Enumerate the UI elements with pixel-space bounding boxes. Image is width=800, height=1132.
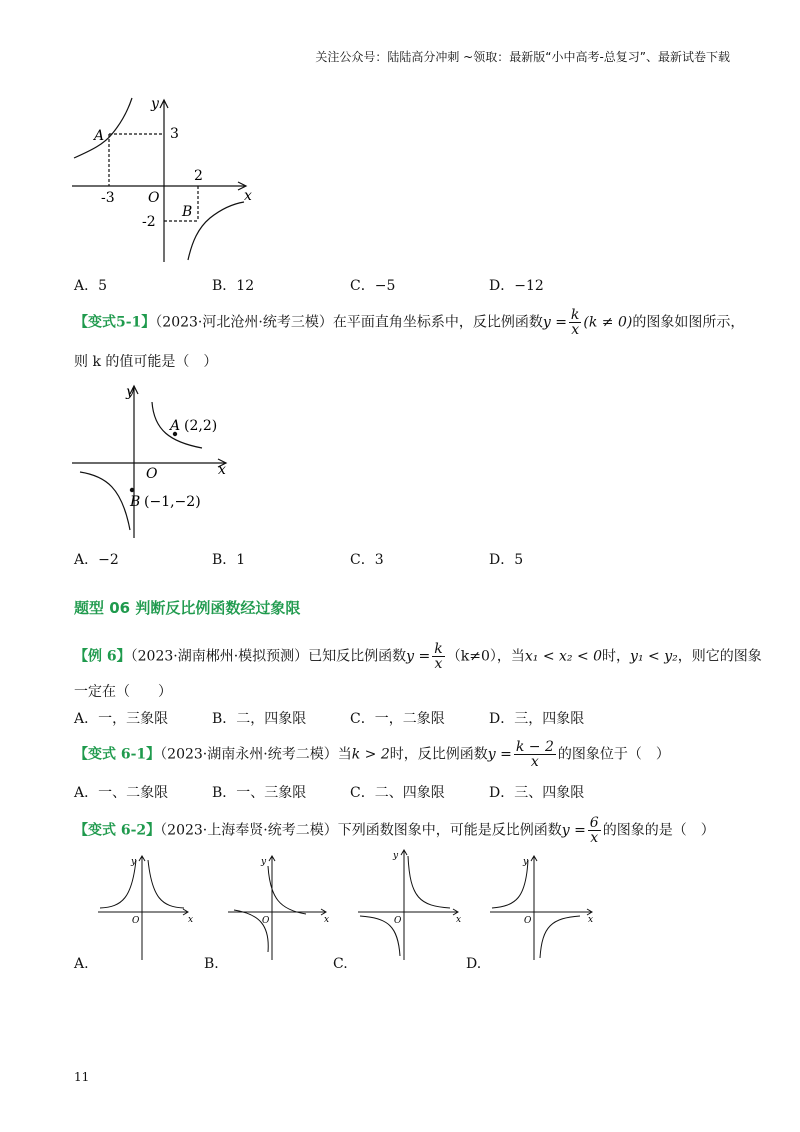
v61-option-a: A．一、二象限 [74, 785, 169, 801]
v62-question: 【变式 6-2】（2023·上海奉贤·统考二模）下列函数图象中，可能是反比例函数y = $\frac{6}{x}$ 的图象的是（ ） [74, 815, 715, 846]
svg-text:O: O [394, 916, 402, 926]
graph-label-c: C. [333, 956, 348, 972]
v51-option-d: D．5 [489, 552, 524, 568]
ex6-option-b: B．二，四象限 [212, 711, 307, 727]
option-graph-a [96, 852, 196, 962]
g2-point-b: B [130, 494, 141, 510]
v51-option-b: B．1 [212, 552, 246, 568]
svg-text:y: y [393, 851, 399, 861]
svg-text:x: x [188, 915, 194, 925]
graph-label-d: D. [466, 956, 482, 972]
v51-option-c: C．3 [350, 552, 384, 568]
g1-label-2: 2 [194, 168, 203, 184]
q5-option-a: A．5 [74, 278, 108, 294]
svg-text:x: x [324, 915, 330, 925]
ex6-question-line2: 一定在（ ） [74, 684, 172, 700]
q5-option-b: B．12 [212, 278, 255, 294]
v61-tag: 【变式 6-1】 [74, 746, 161, 763]
page-header: 关注公众号：陆陆高分冲刺 ~领取：最新版“小中高考-总复习”、最新试卷下载 [315, 50, 730, 64]
v51-question-line2: 则 k 的值可能是（ ） [74, 354, 218, 370]
q5-option-d: D．−12 [489, 278, 544, 294]
ex6-option-c: C．一，二象限 [350, 711, 445, 727]
g1-label-3: 3 [170, 126, 179, 142]
v61-option-b: B．一、三象限 [212, 785, 307, 801]
v51-question: 【变式5-1】（2023·河北沧州·统考三模）在平面直角坐标系中，反比例函数y = $\frac{k}{x}$ (k ≠ 0)的图象如图所示， [74, 307, 745, 338]
g2-origin: O [146, 466, 158, 482]
option-graph-d [488, 852, 598, 962]
g2-point-a: A [170, 418, 181, 434]
svg-text:x: x [588, 915, 594, 925]
graph-2 [66, 380, 246, 540]
svg-text:y: y [261, 857, 267, 867]
q5-option-c: C．−5 [350, 278, 396, 294]
g2-y-label: y [126, 384, 134, 400]
svg-text:O: O [132, 916, 140, 926]
svg-text:y: y [131, 857, 137, 867]
page-number: 11 [74, 1070, 90, 1084]
v51-tag: 【变式5-1】 [74, 314, 156, 331]
option-graph-b [226, 852, 336, 962]
g1-x-label: x [244, 188, 252, 204]
graph-label-a: A. [74, 956, 89, 972]
v61-question: 【变式 6-1】（2023·湖南永州·统考二模）当k > 2时，反比例函数y = $\frac{k - 2}{x}$ 的图象位于（ ） [74, 739, 670, 770]
svg-text:O: O [524, 916, 532, 926]
svg-text:x: x [456, 915, 462, 925]
ex6-option-a: A．一，三象限 [74, 711, 169, 727]
g1-origin: O [148, 190, 160, 206]
g1-y-label: y [151, 96, 159, 112]
v62-tag: 【变式 6-2】 [74, 822, 161, 839]
g1-point-b: B [182, 204, 193, 220]
v51-option-a: A．−2 [74, 552, 119, 568]
section-title-06: 题型 06 判断反比例函数经过象限 [74, 599, 301, 617]
g1-label-m2: -2 [142, 214, 156, 230]
g2-a-coord: (2,2) [184, 418, 218, 434]
ex6-tag: 【例 6】 [74, 648, 131, 665]
graph-label-b: B. [204, 956, 219, 972]
g1-label-m3: -3 [101, 190, 115, 206]
g2-x-label: x [218, 462, 226, 478]
v61-option-d: D．三、四象限 [489, 785, 585, 801]
svg-text:O: O [262, 916, 270, 926]
v61-option-c: C．二、四象限 [350, 785, 445, 801]
g2-b-coord: (−1,−2) [144, 494, 201, 510]
ex6-option-d: D．三，四象限 [489, 711, 585, 727]
g1-point-a: A [94, 128, 105, 144]
ex6-question: 【例 6】（2023·湖南郴州·模拟预测）已知反比例函数y = $\frac{k}{x}$ （k≠0），当x₁ < x₂ < 0时，y₁ < y₂，则它的图象 [74, 641, 762, 672]
svg-text:y: y [523, 857, 529, 867]
option-graph-c [354, 846, 464, 962]
graph-1 [66, 92, 266, 267]
